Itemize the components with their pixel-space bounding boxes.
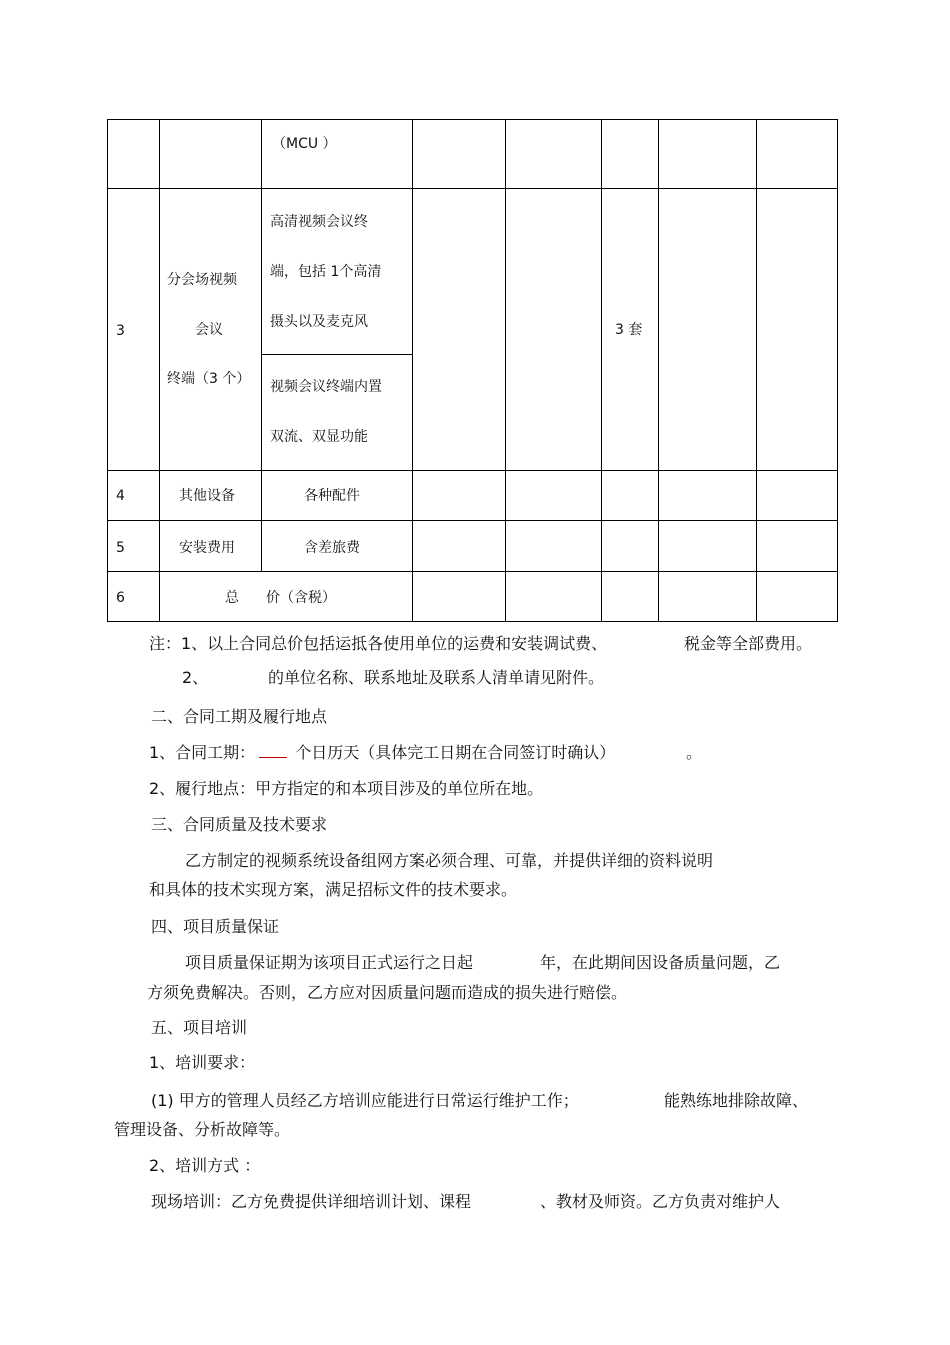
table-border-left: [107, 119, 108, 622]
note-2: 的单位名称、联系地址及联系人清单请见附件。: [268, 668, 605, 687]
paragraph-line: 管理设备、分析故障等。: [114, 1120, 291, 1139]
cell-row4-item: 各种配件: [304, 488, 360, 504]
cell-row6-price-label: 价（含税）: [266, 590, 336, 606]
note-2-number: 2、: [182, 668, 209, 687]
contract-period-end: 。: [686, 743, 703, 762]
note-1-tail: 税金等全部费用。: [684, 634, 813, 653]
paragraph-line: 项目质量保证期为该项目正式运行之日起: [185, 953, 474, 972]
cell-row4-no: 4: [116, 488, 125, 504]
paragraph-line: (1) 甲方的管理人员经乙方培训应能进行日常运行维护工作；: [151, 1091, 579, 1110]
paragraph-line: 、教材及师资。乙方负责对维护人: [540, 1192, 781, 1211]
table-row-divider: [107, 520, 838, 521]
note-1: 注：1、以上合同总价包括运抵各使用单位的运费和安装调试费、: [149, 634, 608, 653]
paragraph-line: 和具体的技术实现方案，满足招标文件的技术要求。: [149, 880, 518, 899]
cell-row3-name-line2: 会议: [195, 322, 223, 338]
cell-row6-no: 6: [116, 590, 125, 606]
cell-row3-item1-line2: 端，包括 1个高清: [270, 264, 382, 280]
cell-row3-item1-line1: 高清视频会议终: [270, 214, 368, 230]
section-heading: 三、合同质量及技术要求: [151, 815, 328, 834]
cell-row3-name-line1: 分会场视频: [167, 272, 237, 288]
cell-row3-item2-line1: 视频会议终端内置: [270, 379, 382, 395]
paragraph-line: 乙方制定的视频系统设备组网方案必须合理、可靠，并提供详细的资料说明: [185, 851, 714, 870]
section-heading: 二、合同工期及履行地点: [151, 707, 328, 726]
table-col-divider: [756, 119, 757, 622]
section-heading: 五、项目培训: [151, 1018, 248, 1037]
paragraph-line: 现场培训：乙方免费提供详细培训计划、课程: [151, 1192, 472, 1211]
table-row-divider: [107, 571, 838, 572]
table-row-divider: [261, 354, 413, 355]
cell-mcu-item: （MCU ）: [272, 136, 337, 152]
table-border-top: [107, 119, 838, 120]
table-border-right: [837, 119, 838, 622]
table-row-divider: [107, 470, 838, 471]
cell-row6-total-label: 总: [225, 590, 239, 606]
paragraph-line: 方须免费解决。否则，乙方应对因质量问题而造成的损失进行赔偿。: [147, 983, 628, 1002]
performance-location: 2、履行地点：甲方指定的和本项目涉及的单位所在地。: [149, 779, 544, 798]
cell-row5-item: 含差旅费: [304, 540, 360, 556]
cell-row3-item1-line3: 摄头以及麦克风: [270, 314, 368, 330]
subheading: 1、培训要求：: [149, 1053, 256, 1072]
contract-period-line: [149, 743, 615, 763]
cell-row4-name: 其他设备: [179, 488, 235, 504]
paragraph-line: 能熟练地排除故障、: [664, 1091, 809, 1110]
table-col-divider: [505, 119, 506, 622]
table-row-divider: [107, 188, 838, 189]
table-col-divider: [601, 119, 602, 622]
paragraph-line: 年，在此期间因设备质量问题，乙: [540, 953, 781, 972]
cell-row3-no: 3: [116, 323, 125, 339]
table-col-divider: [412, 119, 413, 622]
subheading: 2、培训方式 ：: [149, 1156, 261, 1175]
table-col-divider: [261, 119, 262, 571]
cell-row5-name: 安装费用: [179, 540, 235, 556]
cell-row3-quantity: 3 套: [615, 322, 643, 338]
contract-period-label: 1、合同工期：: [149, 743, 256, 762]
cell-row5-no: 5: [116, 540, 125, 556]
blank-field: [259, 743, 287, 758]
table-col-divider: [159, 119, 160, 622]
table-border-bottom: [107, 621, 838, 622]
table-col-divider: [658, 119, 659, 622]
section-heading: 四、项目质量保证: [151, 917, 280, 936]
cell-row3-item2-line2: 双流、双显功能: [270, 429, 368, 445]
cell-row3-name-line3: 终端（3 个）: [167, 371, 251, 387]
contract-period-text: 个日历天（具体完工日期在合同签订时确认）: [295, 743, 616, 762]
